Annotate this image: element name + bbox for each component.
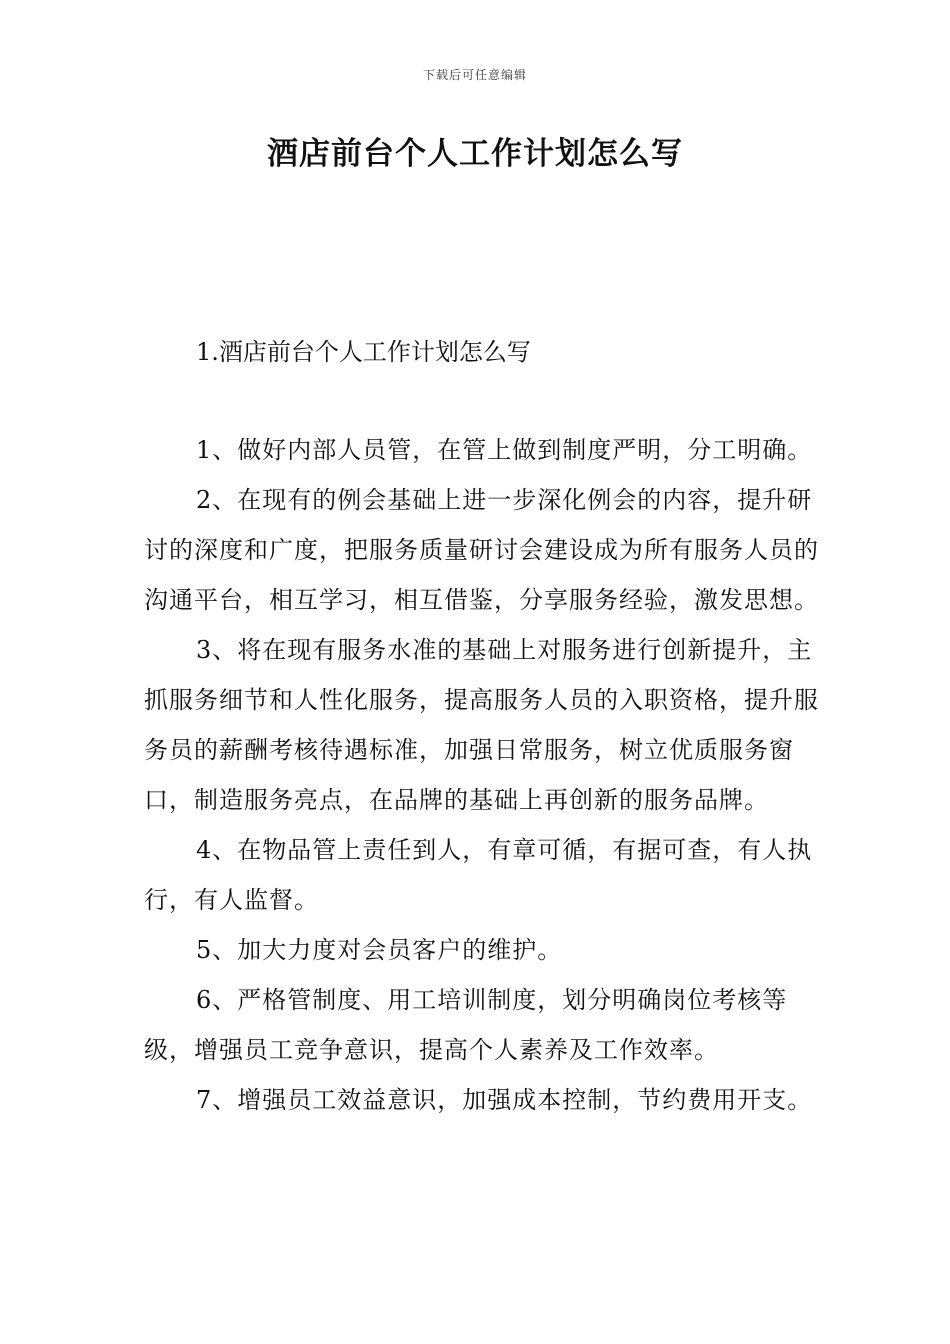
paragraph-7: 7、增强员工效益意识，加强成本控制，节约费用开支。 <box>196 1086 813 1114</box>
header-note: 下载后可任意编辑 <box>422 68 527 82</box>
paragraph-6: 6、严格管制度、用工培训制度，划分明确岗位考核等级，增强员工竞争意识，提高个人素养及工作效率。 <box>144 986 788 1064</box>
paragraph-4: 4、在物品管上责任到人，有章可循，有据可查，有人执行，有人监督。 <box>144 836 813 914</box>
page-title: 酒店前台个人工作计划怎么写 <box>267 136 683 172</box>
paragraph-2: 2、在现有的例会基础上进一步深化例会的内容，提升研讨的深度和广度，把服务质量研讨会建设成为所有服务人员的沟通平台，相互学习，相互借鉴，分享服务经验，激发思想。 <box>144 486 819 614</box>
paragraph-5: 5、加大力度对会员客户的维护。 <box>196 936 563 964</box>
paragraph-1: 1、做好内部人员管，在管上做到制度严明，分工明确。 <box>196 436 813 464</box>
paragraph-3: 3、将在现有服务水准的基础上对服务进行创新提升，主抓服务细节和人性化服务，提高服务人员的入职资格，提升服务员的薪酬考核待遇标准，加强日常服务，树立优质服务窗口，制造服务亮点，在品牌的基础上再创新的服务品牌。 <box>144 636 819 814</box>
document-body <box>144 425 824 1125</box>
section-heading: 1.酒店前台个人工作计划怎么写 <box>196 338 531 366</box>
